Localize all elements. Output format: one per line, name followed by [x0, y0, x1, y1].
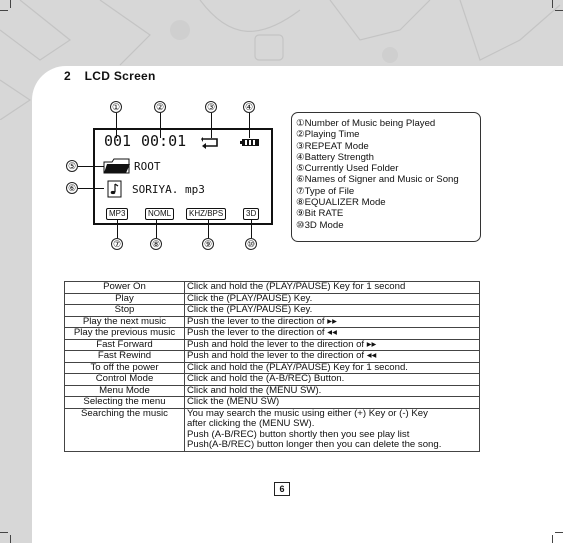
file-name: SORIYA. mp3: [132, 183, 205, 196]
table-row: [65, 374, 480, 386]
action-cell: Searching the music: [65, 408, 185, 451]
battery-icon: [240, 138, 260, 147]
marker-3: ③: [206, 102, 216, 112]
leader-line: [156, 220, 157, 238]
instruction-cell: [185, 328, 480, 340]
instruction-line: Push the lever to the direction of ◂◂: [187, 327, 337, 338]
file-type-tag: MP3: [106, 208, 128, 220]
instruction-cell: [185, 362, 480, 374]
legend-item: ④Battery Strength: [296, 151, 374, 163]
operations-table: [64, 281, 480, 452]
repeat-icon: [200, 135, 222, 149]
instruction-line: Push and hold the lever to the direction of ▸▸: [187, 338, 377, 350]
instruction-line: Click and hold the (PLAY/PAUSE) Key for 1 second: [187, 281, 406, 292]
legend-item: ⑦Type of File: [296, 185, 355, 197]
instruction-line: Push the lever to the direction of ▸▸: [187, 315, 337, 327]
action-cell: Selecting the menu: [65, 397, 185, 409]
crop-mark: [552, 0, 553, 8]
page-number: 6: [274, 482, 290, 496]
crop-mark: [0, 532, 8, 533]
marker-5: ⑤: [67, 161, 77, 171]
marker-8: ⑧: [151, 239, 161, 249]
instruction-line: You may search the music using either (+) Key or (-) Key: [187, 407, 428, 419]
marker-6: ⑥: [67, 183, 77, 193]
action-cell: Fast Rewind: [65, 351, 185, 363]
section-title: LCD Screen: [84, 69, 156, 83]
action-cell: Play: [65, 293, 185, 305]
table-row: [65, 328, 480, 340]
instruction-cell: [185, 351, 480, 363]
marker-7: ⑦: [112, 239, 122, 249]
instruction-cell: [185, 408, 480, 451]
instruction-cell: [185, 316, 480, 328]
3d-tag: 3D: [243, 208, 259, 220]
table-row: [65, 408, 480, 451]
action-cell: Play the previous music: [65, 328, 185, 340]
folder-icon: [103, 158, 131, 174]
folder-name: ROOT: [134, 160, 161, 173]
marker-2: ②: [155, 102, 165, 112]
action-cell: Power On: [65, 282, 185, 294]
action-cell: Menu Mode: [65, 385, 185, 397]
crop-mark: [555, 532, 563, 533]
table-row: [65, 385, 480, 397]
action-cell: Fast Forward: [65, 339, 185, 351]
legend-box: [291, 112, 481, 242]
instruction-cell: [185, 385, 480, 397]
table-row: [65, 316, 480, 328]
instruction-line: after clicking the (MENU SW).: [187, 418, 315, 429]
track-number: 001: [104, 132, 132, 150]
action-cell: Control Mode: [65, 374, 185, 386]
crop-mark: [555, 10, 563, 11]
crop-mark: [552, 535, 553, 543]
legend-item: ⑤Currently Used Folder: [296, 163, 399, 175]
instruction-line: Click the (MENU SW): [187, 396, 280, 407]
table-row: [65, 351, 480, 363]
legend-item: ⑥Names of Signer and Music or Song: [296, 174, 459, 186]
instruction-cell: [185, 339, 480, 351]
legend-item: ⑩3D Mode: [296, 219, 344, 231]
legend-item: ①Number of Music being Played: [296, 118, 436, 129]
instruction-cell: [185, 374, 480, 386]
instruction-cell: [185, 293, 480, 305]
legend-item: ③REPEAT Mode: [296, 140, 369, 152]
instruction-line: Click the (PLAY/PAUSE) Key.: [187, 304, 313, 315]
leader-line: [208, 220, 209, 238]
leader-line: [78, 188, 104, 189]
legend-item: ②Playing Time: [296, 129, 360, 141]
table-row: [65, 305, 480, 317]
bitrate-tag: KHZ/BPS: [186, 208, 226, 220]
table-row: [65, 397, 480, 409]
equalizer-tag: NOML: [145, 208, 174, 220]
legend-item: ⑨Bit RATE: [296, 208, 344, 220]
table-row: [65, 293, 480, 305]
action-cell: Play the next music: [65, 316, 185, 328]
legend-item: ⑧EQUALIZER Mode: [296, 197, 386, 209]
instruction-line: Click and hold the (MENU SW).: [187, 384, 322, 396]
action-cell: To off the power: [65, 362, 185, 374]
instruction-cell: [185, 397, 480, 409]
table-row: [65, 339, 480, 351]
leader-line: [78, 166, 104, 167]
music-file-icon: [107, 180, 123, 198]
instruction-line: Push(A-B/REC) button longer then you can delete the song.: [187, 439, 442, 450]
instruction-line: Click and hold the (A-B/REC) Button.: [187, 373, 345, 384]
section-heading: [64, 69, 156, 83]
table-row: [65, 362, 480, 374]
play-time: 00:01: [141, 132, 187, 150]
crop-mark: [10, 535, 11, 543]
section-number: 2: [64, 69, 71, 83]
instruction-line: Push (A-B/REC) button shortly then you see play list: [187, 428, 410, 440]
action-cell: Stop: [65, 305, 185, 317]
instruction-line: Click the (PLAY/PAUSE) Key.: [187, 292, 313, 304]
crop-mark: [0, 10, 8, 11]
marker-4: ④: [244, 102, 254, 112]
leader-line: [117, 220, 118, 238]
marker-1: ①: [111, 102, 121, 112]
marker-9: ⑨: [203, 239, 213, 249]
table-row: [65, 282, 480, 294]
leader-line: [251, 220, 252, 238]
crop-mark: [10, 0, 11, 8]
instruction-line: Click and hold the (PLAY/PAUSE) Key for 1 second.: [187, 361, 408, 373]
instruction-cell: [185, 282, 480, 294]
instruction-cell: [185, 305, 480, 317]
instruction-line: Push and hold the lever to the direction of ◂◂: [187, 350, 377, 361]
marker-10: ⑩: [246, 239, 256, 249]
